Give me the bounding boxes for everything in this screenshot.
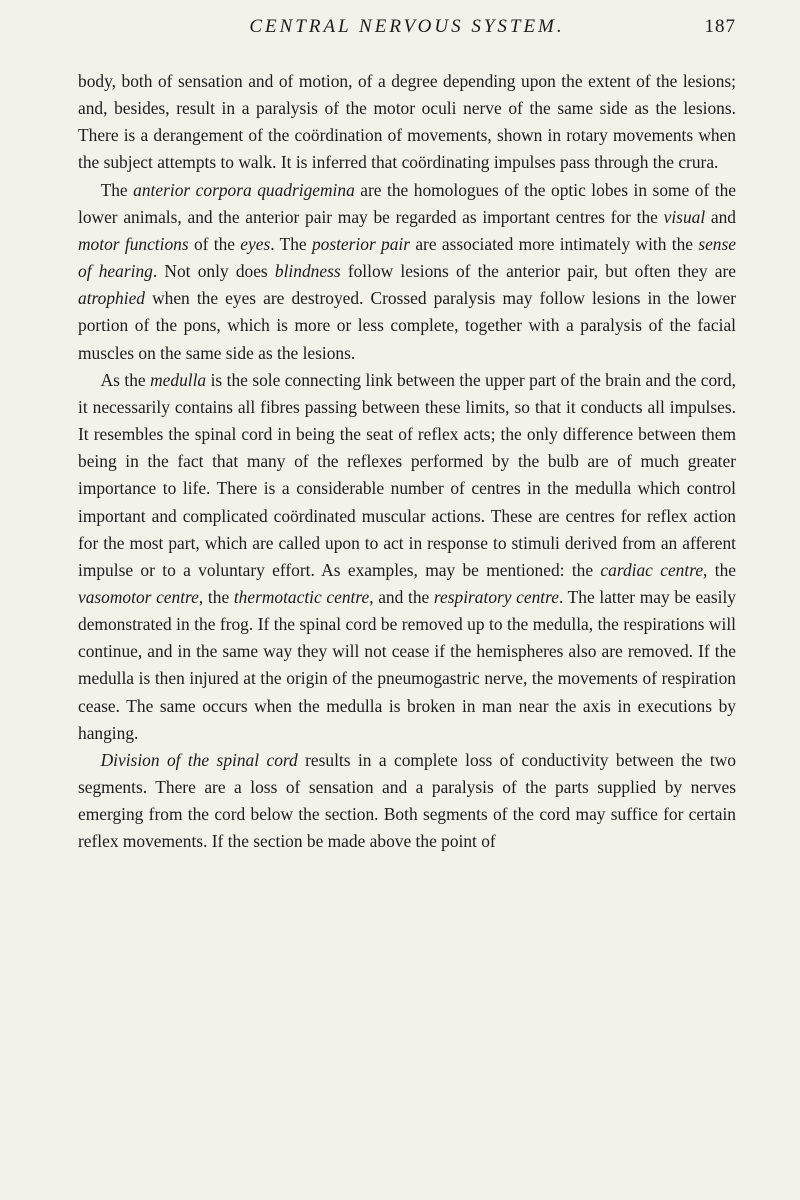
italic-term: posterior pair [311,233,411,254]
italic-term: medulla [150,369,207,390]
text-run: . Not only does [152,261,275,282]
page-number: 187 [704,16,736,37]
text-run: As the [100,369,151,390]
italic-term: atrophied [78,288,145,309]
italic-term: motor functions [78,233,189,254]
text-run: and [705,206,736,227]
text-run: results in a complete loss of conductivity between the two segments. There are a loss of sensation and a paralysis of the parts supplied by nerves emerging from the cord below the section. Both segments of the cord may suffice for certain reflex movements. If the section be made above the point of [78,749,736,852]
text-run: are associated more intimately with the [410,233,699,254]
italic-term: respiratory centre [433,586,559,607]
running-title: CENTRAL NERVOUS SYSTEM. [249,16,565,37]
italic-term: Division of the spinal cord [100,749,298,770]
text-run: . The [270,233,312,254]
paragraph [78,68,736,177]
text-run: . The latter may be easily demonstrated in the frog. If the spinal cord be removed up to the medulla, the respirations will continue, and in the same way they will not cease if the hemispheres also are removed. If the medulla is then injured at the origin of the pneumogastric nerve, the movements of respiration cease. The same occurs when the medulla is broken in man near the axis in executions by hanging. [78,586,737,743]
italic-term: eyes [240,233,271,254]
text-run: body, both of sensation and of motion, of a degree depending upon the extent of the lesions; and, besides, result in a paralysis of the motor oculi nerve of the same side as the lesions. There is a derangement of the coördination of movements, shown in rotary movements when the subject attempts to walk. It is inferred that coördinating impulses pass through the crura. [78,71,736,173]
text-run: of the [188,233,241,254]
italic-term: thermotactic centre [233,586,370,607]
text-run: , the [703,559,736,580]
paragraph [78,747,736,856]
italic-term: vasomotor centre [78,586,199,607]
body-text [78,68,736,856]
text-run: , and the [369,586,434,607]
text-run: is the sole connecting link between the upper part of the brain and the cord, it necessarily contains all fibres passing between these limits, so that it conducts all impulses. It resembles the spinal cord in being the seat of reflex acts; the only difference between them being in the fact that many of the reflexes performed by the bulb are of much greater importance to life. There is a considerable number of centres in the medulla which control important and complicated coördinated muscular actions. These are centres for reflex action for the most part, which are called upon to act in response to stimuli derived from an afferent impulse or to a voluntary effort. As examples, may be mentioned: the [78,369,736,580]
text-run: when the eyes are destroyed. Crossed paralysis may follow lesions in the lower portion of the pons, which is more or less complete, together with a paralysis of the facial muscles on the same side as the lesions. [78,288,736,363]
italic-term: cardiac centre [600,559,704,580]
italic-term: sense of hearing [78,233,736,282]
italic-term: blindness [274,261,341,282]
text-run: are the homologues of the optic lobes in some of the lower animals, and the anterior pair may be regarded as important centres for the [78,179,736,227]
text-run: The [100,179,134,200]
italic-term: anterior corpora quadrigemina [133,179,355,200]
paragraph [78,177,736,367]
text-run: , the [198,586,234,607]
paragraph [78,367,736,747]
text-run: follow lesions of the anterior pair, but often they are [340,261,737,282]
italic-term: visual [663,206,706,227]
running-header [78,14,736,48]
